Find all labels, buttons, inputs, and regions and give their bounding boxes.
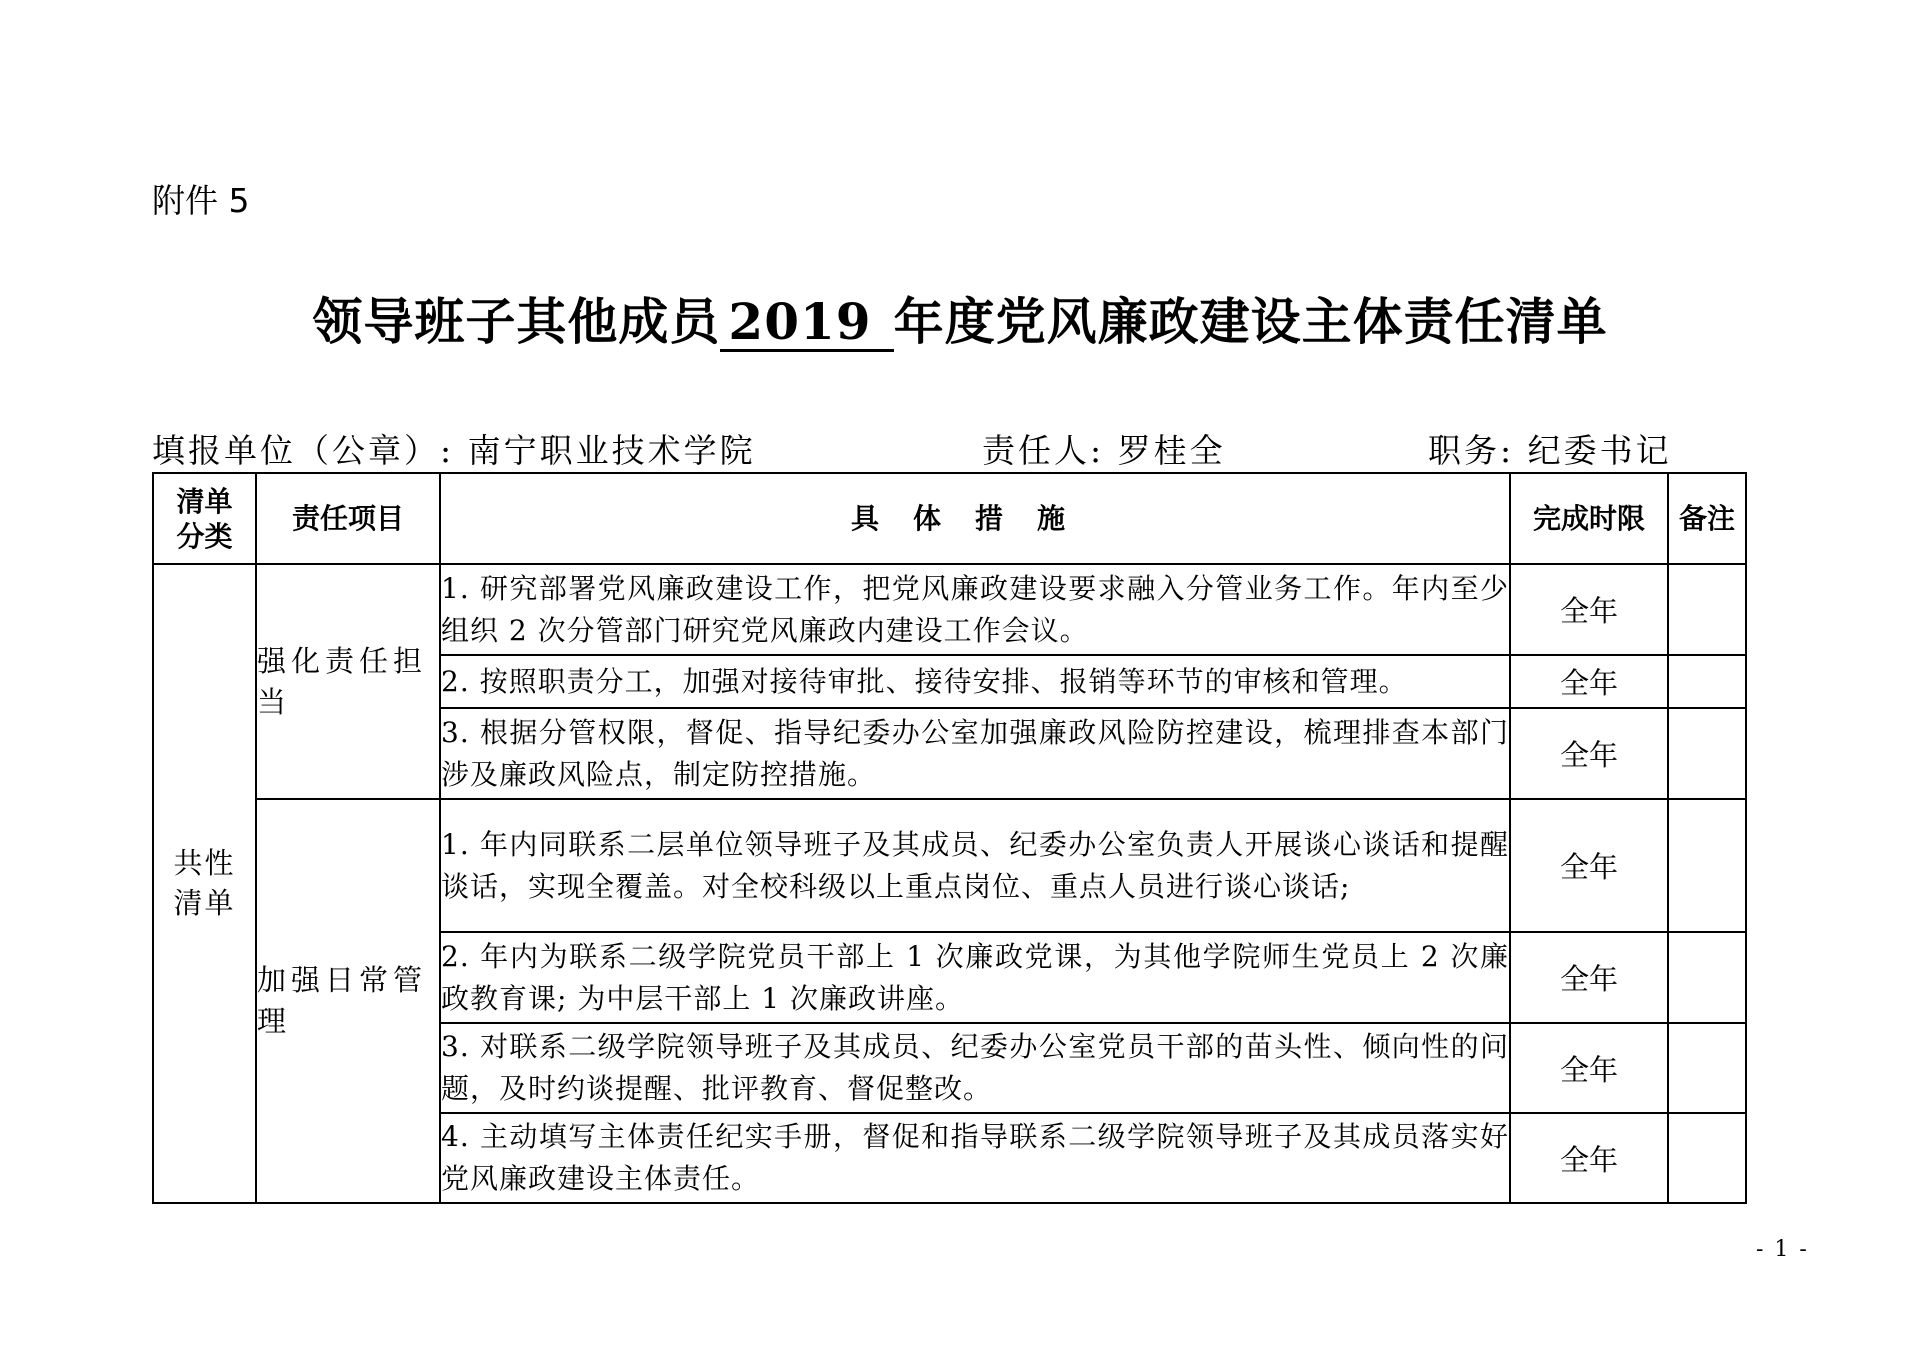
remark-cell	[1668, 708, 1746, 799]
table-header-row	[153, 473, 1746, 564]
deadline-cell: 全年	[1510, 564, 1668, 655]
title-prefix: 领导班子其他成员	[312, 293, 721, 351]
category-cell	[153, 564, 256, 1203]
measure-cell: 2. 年内为联系二级学院党员干部上 1 次廉政党课，为其他学院师生党员上 2 次廉政教育课; 为中层干部上 1 次廉政讲座。	[440, 932, 1510, 1023]
table-row	[153, 564, 1746, 655]
header-category	[153, 473, 256, 564]
deadline-cell: 全年	[1510, 708, 1668, 799]
title-year: 2019	[720, 296, 893, 352]
header-category-line2: 分类	[176, 519, 233, 553]
measure-cell: 2. 按照职责分工，加强对接待审批、接待安排、报销等环节的审核和管理。	[440, 655, 1510, 708]
deadline-cell: 全年	[1510, 932, 1668, 1023]
measure-cell: 1. 研究部署党风廉政建设工作，把党风廉政建设要求融入分管业务工作。年内至少组织 2 次分管部门研究党风廉政内建设工作会议。	[440, 564, 1510, 655]
deadline-cell: 全年	[1510, 1023, 1668, 1113]
category-line1: 共性	[173, 846, 236, 881]
attachment-label: 附件 5	[152, 181, 250, 220]
header-measures-label: 具体措施	[850, 502, 1099, 535]
fill-position: 职务: 纪委书记	[1428, 431, 1672, 470]
page-number: - 1 -	[1756, 1237, 1809, 1262]
header-remark: 备注	[1668, 473, 1746, 564]
table-row	[153, 799, 1746, 932]
item-cell: 强化责任担当	[256, 564, 440, 799]
header-item: 责任项目	[256, 473, 440, 564]
deadline-cell: 全年	[1510, 799, 1668, 932]
header-deadline: 完成时限	[1510, 473, 1668, 564]
remark-cell	[1668, 1023, 1746, 1113]
remark-cell	[1668, 1113, 1746, 1203]
measure-cell: 1. 年内同联系二层单位领导班子及其成员、纪委办公室负责人开展谈心谈话和提醒谈话，实现全覆盖。对全校科级以上重点岗位、重点人员进行谈心谈话;	[440, 799, 1510, 932]
fill-person: 责任人: 罗桂全	[982, 431, 1226, 470]
deadline-cell: 全年	[1510, 655, 1668, 708]
deadline-cell: 全年	[1510, 1113, 1668, 1203]
title-suffix: 年度党风廉政建设主体责任清单	[893, 293, 1608, 351]
responsibility-table	[152, 472, 1747, 1204]
item-cell: 加强日常管理	[256, 799, 440, 1203]
fill-unit: 填报单位（公章）: 南宁职业技术学院	[152, 431, 756, 470]
measure-cell: 3. 对联系二级学院领导班子及其成员、纪委办公室党员干部的苗头性、倾向性的问题，及时约谈提醒、批评教育、督促整改。	[440, 1023, 1510, 1113]
measure-cell: 3. 根据分管权限，督促、指导纪委办公室加强廉政风险防控建设，梳理排查本部门涉及廉政风险点，制定防控措施。	[440, 708, 1510, 799]
header-measures	[440, 473, 1510, 564]
document-title	[0, 282, 1920, 354]
remark-cell	[1668, 932, 1746, 1023]
remark-cell	[1668, 564, 1746, 655]
measure-cell: 4. 主动填写主体责任纪实手册，督促和指导联系二级学院领导班子及其成员落实好党风廉政建设主体责任。	[440, 1113, 1510, 1203]
category-line2: 清单	[173, 885, 236, 920]
remark-cell	[1668, 655, 1746, 708]
header-category-line1: 清单	[176, 484, 233, 518]
remark-cell	[1668, 799, 1746, 932]
